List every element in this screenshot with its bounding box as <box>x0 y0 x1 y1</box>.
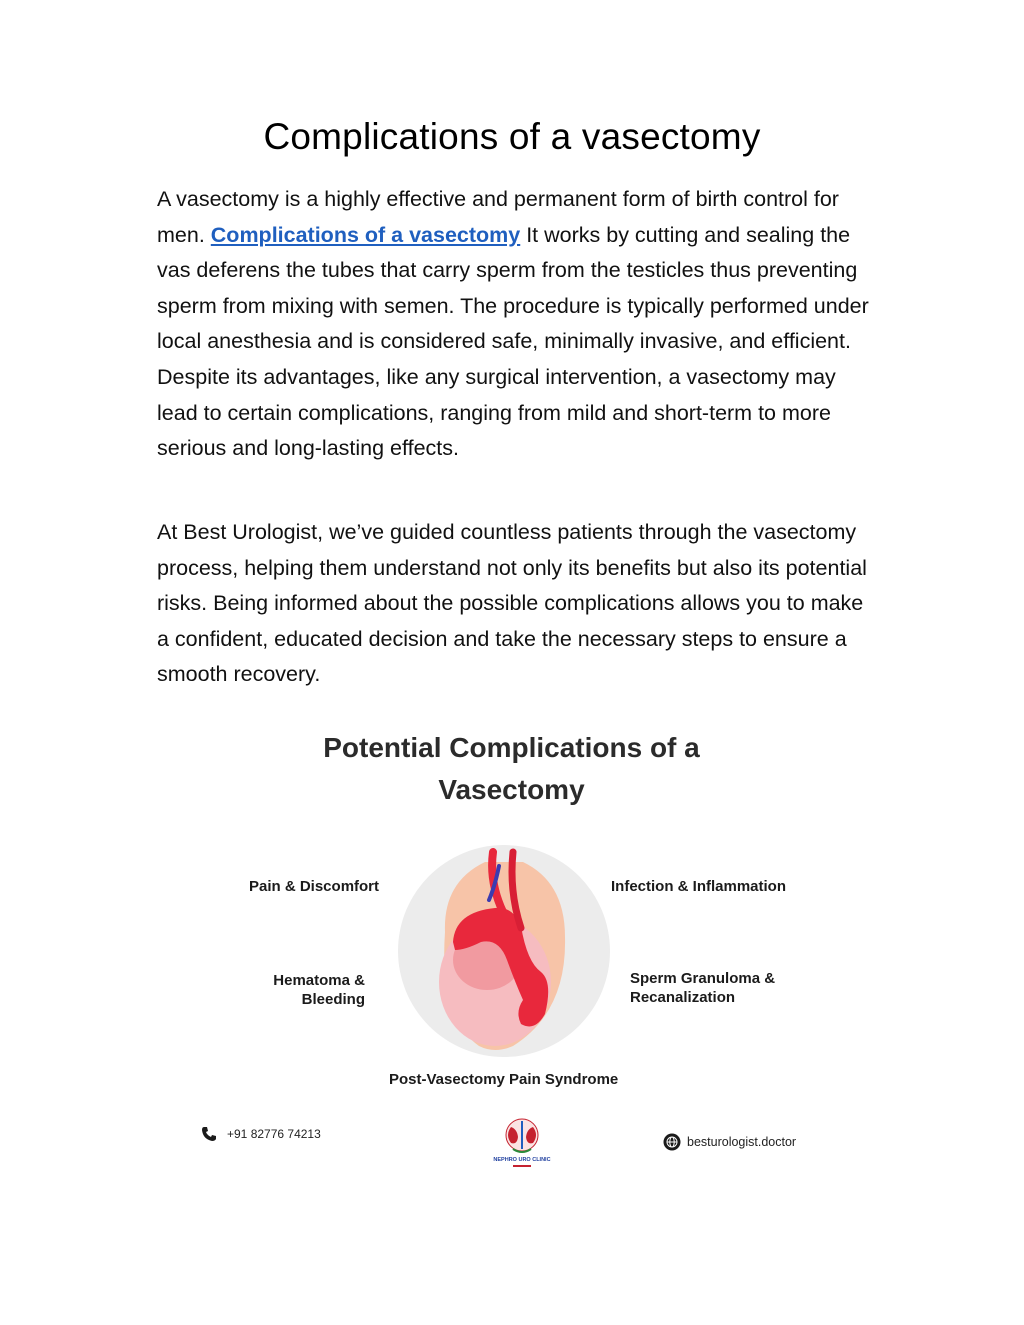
phone-number: +91 82776 74213 <box>227 1127 321 1141</box>
globe-icon <box>663 1133 681 1151</box>
footer-website[interactable] <box>663 1133 796 1151</box>
complications-infographic <box>157 707 866 1173</box>
label-hematoma-line1: Hematoma & <box>273 972 365 989</box>
clinic-logo <box>491 1115 553 1171</box>
label-hematoma-bleeding <box>261 971 365 1009</box>
phone-icon <box>201 1126 217 1142</box>
infographic-title-line1: Potential Complications of a <box>323 732 700 763</box>
complications-link[interactable]: Complications of a vasectomy <box>210 222 521 247</box>
intro-text-before-link: A vasectomy is a highly effective and permanent form of birth control for men. <box>157 187 839 247</box>
page-title: Complications of a vasectomy <box>263 116 761 157</box>
label-sperm-granuloma <box>630 969 775 1007</box>
label-granuloma-line1: Sperm Granuloma & <box>630 970 776 987</box>
intro-paragraph <box>157 182 869 467</box>
intro-text-after-link: It works by cutting and sealing the vas deferens the tubes that carry sperm from the testicles thus preventing sperm from mixing with semen. The procedure is typically performed under local anesthesia and is considered safe, minimally invasive, and efficient. Despite its advantages, like any surgical intervention, a vasectomy may lead to certain complications, ranging from mild and short-term to more serious and long-lasting effects. <box>157 222 869 461</box>
infographic-title <box>157 727 866 811</box>
best-urologist-paragraph: At Best Urologist, we’ve guided countless patients through the vasectomy process, helping them understand not only its benefits but also its potential risks. Being informed about the possible complications allows you to make a confident, educated decision and take the necessary steps to ensure a smooth recovery. <box>157 520 867 687</box>
label-post-vasectomy-pain: Post-Vasectomy Pain Syndrome <box>389 1071 619 1088</box>
testicle-anatomy-illustration <box>395 842 613 1060</box>
infographic-title-line2: Vasectomy <box>438 774 585 805</box>
label-granuloma-line2: Recanalization <box>630 989 736 1006</box>
label-pain-discomfort: Pain & Discomfort <box>249 878 380 895</box>
website-url: besturologist.doctor <box>687 1135 797 1149</box>
footer-phone[interactable] <box>201 1126 321 1142</box>
clinic-logo-text: NEPHRO URO CLINIC <box>493 1157 551 1163</box>
label-infection-inflammation: Infection & Inflammation <box>611 878 787 895</box>
label-hematoma-line2: Bleeding <box>301 991 365 1008</box>
